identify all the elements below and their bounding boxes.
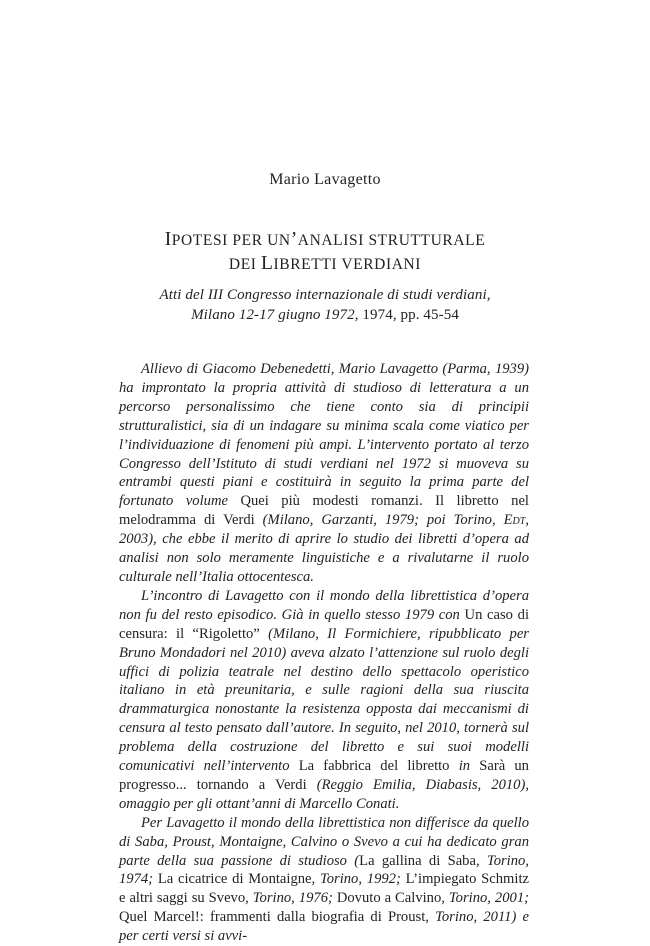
publisher-name: Edt [503, 512, 526, 529]
book-title: La gallina di Saba [359, 852, 476, 869]
book-title: La cicatrice di Montaigne [157, 871, 312, 888]
body-text [119, 360, 529, 946]
source-line-1: Atti del III Congresso internazionale di studi verdiani, [159, 287, 491, 303]
source-citation [0, 285, 650, 325]
book-title: Sarà un progresso... tornando a Verdi [119, 758, 529, 793]
author-name: Mario Lavagetto [269, 171, 381, 188]
title-line-1: IPOTESI PER UN’ANALISI STRUTTURALE [164, 229, 486, 250]
source-line-2: Milano 12-17 giugno 1972, 1974, pp. 45-54 [191, 307, 459, 323]
book-title: Quei più modesti romanzi. Il libretto nel melodramma di Verdi [119, 493, 529, 529]
paragraph-1: Allievo di Giacomo Debenedetti, Mario Lavagetto (Parma, 1939) ha improntato la propria attività di studioso di letteratura a un percorso personalissimo che tiene conto sia di principii strutturalistici, sia di un indagare su minima scala come viatico per l’individuazione di fenomeni più ampi. L’intervento portato al terzo Congresso dell’Istituto di studi verdiani nel 1972 si muoveva su entrambi questi piani e costituirà in seguito la prima parte del fortunato volume Quei più modesti romanzi. Il libretto nel melodramma di Verdi (Milano, Garzanti, 1979; poi Torino, Edt, 2003), che ebbe il merito di aprire lo studio dei libretti d’opera ad analisi non solo meramente linguistiche e a rivalutarne il ruolo culturale nell’Italia ottocentesca. [119, 361, 529, 585]
book-title: L’impiegato Schmitz e altri saggi su Svevo [119, 871, 529, 907]
book-title: Un caso di censura: il “Rigoletto” [119, 606, 529, 642]
paragraph-2: L’incontro di Lavagetto con il mondo della librettistica d’opera non fu del resto episodico. Già in quello stesso 1979 con Un caso di censura: il “Rigoletto” (Milano, Il Formichiere, ripubblicato per Bruno Mondadori nel 2010) aveva alzato l’attenzione sul ruolo degli uffici di polizia teatrale nel destino dello spettacolo operistico italiano in età preunitaria, e sulle ragioni della sua riuscita drammaturgica nonostante la resistenza opposta dai meccanismi di censura al testo pensato dall’autore. In seguito, nel 2010, tornerà sul problema della costruzione del libretto e sui suoi modelli comunicativi nell’intervento La fabbrica del libretto in Sarà un progresso... tornando a Verdi (Reggio Emilia, Diabasis, 2010), omaggio per gli ottant’anni di Marcello Conati. [119, 587, 529, 812]
book-title: Quel Marcel!: frammenti dalla biografia di Proust [119, 909, 426, 926]
essay-title [0, 228, 650, 276]
title-line-2: DEI LIBRETTI VERDIANI [228, 253, 422, 274]
paragraph-3: Per Lavagetto il mondo della librettistica non differisce da quello di Saba, Proust, Montaigne, Calvino o Svevo a cui ha dedicato gran parte della sua passione di studioso (La gallina di Saba, Torino, 1974; La cicatrice di Montaigne, Torino, 1992; L’impiegato Schmitz e altri saggi su Svevo, Torino, 1976; Dovuto a Calvino, Torino, 2001; Quel Marcel!: frammenti dalla biografia di Proust, Torino, 2011) e per certi versi si avvi- [119, 814, 529, 945]
essay-title-ref: La fabbrica del libretto [298, 758, 450, 775]
book-title: Dovuto a Calvino [336, 890, 442, 907]
